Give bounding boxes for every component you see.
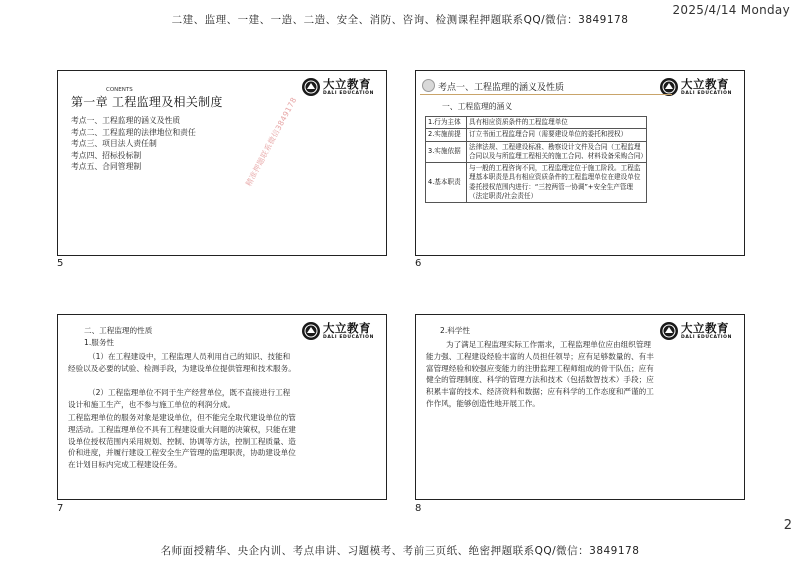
- logo-subtitle: DALI EDUCATION: [681, 335, 732, 340]
- paragraph: 工程监理单位的服务对象是建设单位，但不能完全取代建设单位的管理活动。工程监理单位不具有工程建设重大问题的决策权，只能在建设单位授权范围内采用规划、控制、协调等方法，控制工程质量、造价和进度，并履行建设工程安全生产管理的监理职责，协助建设单位在计划目标内完成工程建设任务。: [68, 413, 296, 470]
- chapter-title: 第一章 工程监理及相关制度: [71, 95, 223, 109]
- topic-item: 考点一、工程监理的涵义及性质: [71, 116, 181, 125]
- logo-subtitle: DALI EDUCATION: [323, 91, 374, 96]
- paragraph: （2）工程监理单位不同于生产经营单位，既不直接进行工程设计和施工生产，也不参与施工单位的利润分成。: [68, 388, 291, 409]
- slide-heading: [422, 79, 564, 93]
- definition-table: [425, 116, 647, 203]
- table-key: 3.实施依据: [426, 141, 467, 163]
- table-key: 1.行为主体: [426, 117, 467, 129]
- header-advert: 二建、监理、一建、一造、二造、安全、消防、咨询、检测课程押题联系QQ/微信：3849178: [171, 14, 629, 26]
- section-heading: 二、工程监理的性质: [84, 326, 153, 335]
- footer-advert: 名师面授精华、央企内训、考点串讲、习题模考、考前三页纸、绝密押题联系QQ/微信：3849178: [160, 545, 640, 557]
- logo-emblem-icon: [302, 322, 320, 340]
- logo-name: 大立教育: [681, 77, 729, 91]
- brand-logo: [302, 77, 380, 99]
- slide-subheading: 一、工程监理的涵义: [442, 102, 513, 111]
- brand-logo: [302, 321, 380, 343]
- table-key: 2.实施前提: [426, 129, 467, 141]
- slide-6: [415, 70, 745, 256]
- table-value: 订立书面工程监理合同（需要建设单位的委托和授权）: [467, 129, 647, 141]
- logo-emblem-icon: [302, 78, 320, 96]
- topic-item: 考点五、合同管理制: [71, 162, 142, 171]
- paragraph: （1）在工程建设中，工程监理人员利用自己的知识、技能和经验以及必要的试验、检测手段，为建设单位提供管理和技术服务。: [68, 352, 296, 373]
- topic-list: [71, 115, 196, 173]
- slide-number: 7: [57, 503, 64, 514]
- heading-divider: [420, 94, 672, 95]
- slide-8: [415, 314, 745, 500]
- brand-logo: [660, 77, 738, 99]
- logo-subtitle: DALI EDUCATION: [681, 91, 732, 96]
- topic-item: 考点四、招标投标制: [71, 150, 142, 160]
- slide-number: 5: [57, 258, 64, 269]
- slide-5: [57, 70, 387, 256]
- topic-item: 考点三、项目法人责任制: [71, 139, 157, 148]
- sheet-number: 2: [783, 518, 792, 533]
- table-value: 具有相应资质条件的工程监理单位: [467, 117, 647, 129]
- print-date: 2025/4/14 Monday: [672, 3, 790, 17]
- topic-item: 考点二、工程监理的法律地位和责任: [71, 127, 196, 137]
- logo-subtitle: DALI EDUCATION: [323, 335, 374, 340]
- table-row: [426, 129, 647, 141]
- table-value: 法律法规、工程建设标准、勘察设计文件及合同（工程监理合同以及与所监理工程相关的施工合同、材料设备采购合同）: [467, 141, 647, 163]
- slide-heading-text: 考点一、工程监理的涵义及性质: [438, 83, 565, 93]
- table-value: 与一般的工程咨询不同，工程监理定位于施工阶段。工程监理基本职责是具有相应资质条件的工程监理单位在建设单位委托授权范围内进行：“三控两管一协调”+安全生产管理（法定职责/社会责任）: [467, 163, 647, 203]
- watermark: 精准押题联系微信3849178: [243, 95, 299, 188]
- section-heading: 2.科学性: [440, 326, 471, 335]
- contents-label: CONENTS: [106, 87, 133, 93]
- logo-name: 大立教育: [323, 77, 371, 91]
- slide-number: 8: [415, 503, 422, 514]
- slide-7: [57, 314, 387, 500]
- slide-number: 6: [415, 258, 422, 269]
- table-row: [426, 117, 647, 129]
- bullet-icon: [422, 79, 435, 92]
- logo-name: 大立教育: [681, 321, 729, 335]
- subsection-heading: 1.服务性: [84, 338, 115, 347]
- brand-logo: [660, 321, 738, 343]
- logo-emblem-icon: [660, 322, 678, 340]
- table-row: [426, 163, 647, 203]
- table-row: [426, 141, 647, 163]
- logo-name: 大立教育: [323, 321, 371, 335]
- paragraph: 为了满足工程监理实际工作需求，工程监理单位应由组织管理能力强、工程建设经验丰富的人员担任领导；应有足够数量的、有丰富管理经验和较强应变能力的注册监理工程师组成的骨干队伍；应有健全的管理制度、科学的管理方法和技术（包括数智技术）手段；应积累丰富的技术、经济资料和数据；应有科学的工作态度和严谨的工作作风，能够创造性地开展工作。: [426, 340, 654, 408]
- table-key: 4.基本职责: [426, 163, 467, 203]
